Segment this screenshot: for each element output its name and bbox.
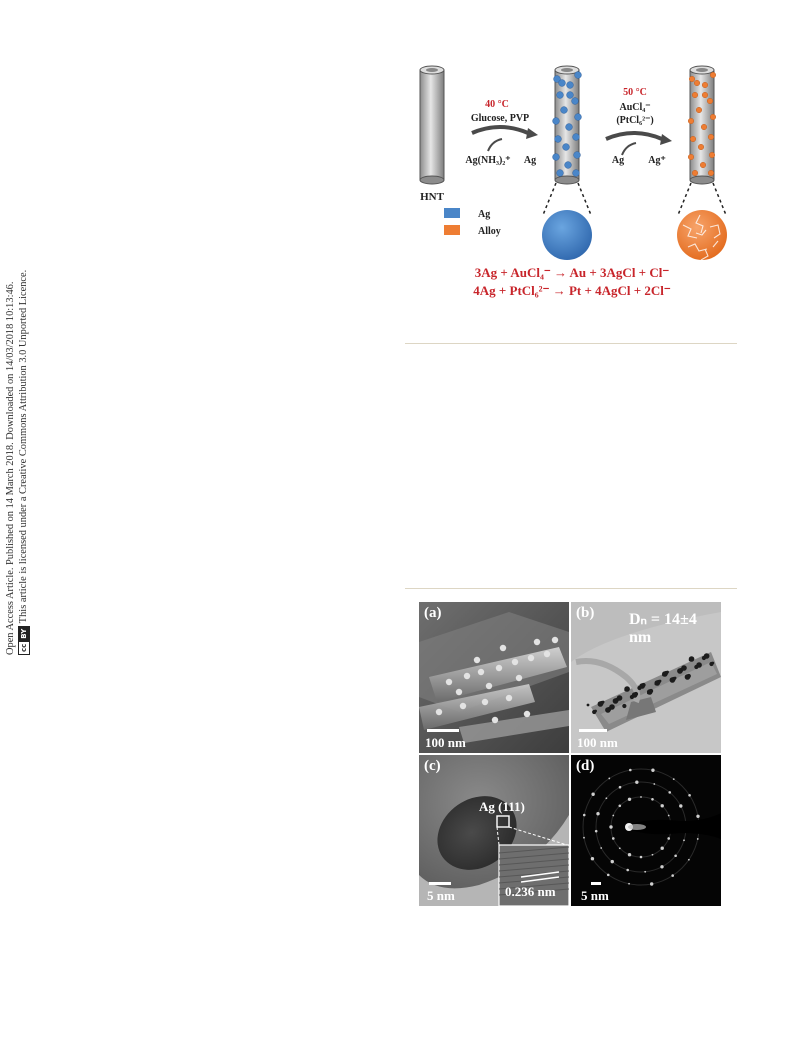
scale-bar xyxy=(427,729,459,732)
figure-divider xyxy=(405,343,737,344)
panel-c-lattice-spacing: 0.236 nm xyxy=(505,884,556,899)
figure-divider xyxy=(405,588,737,589)
step1-arrow xyxy=(472,127,538,151)
step1-reagents: Glucose, PVP xyxy=(470,113,530,124)
scale-bar xyxy=(591,882,601,885)
cc-icon: cc xyxy=(19,641,29,654)
equation-pt: 4Ag + PtCl₆²⁻ → Pt + 4AgCl + 2Cl⁻ xyxy=(473,283,671,298)
step1-product: Ag xyxy=(523,155,537,166)
panel-c-scale: 5 nm xyxy=(427,888,455,903)
equation-au: 3Ag + AuCl₄⁻ → Au + 3AgCl + Cl⁻ xyxy=(474,265,670,280)
step2-temperature: 50 °C xyxy=(623,87,647,98)
micrograph-figure xyxy=(419,602,721,906)
license-text[interactable]: This article is licensed under a Creative Commons Attribution 3.0 Unported Licence. xyxy=(18,269,29,624)
step2-reagent-pt: (PtCl₆²⁻) xyxy=(616,115,654,126)
by-icon: BY xyxy=(20,628,28,639)
panel-c-label: (c) xyxy=(424,758,441,774)
hnt-tube xyxy=(420,66,444,184)
scale-bar xyxy=(579,729,607,732)
legend-label-ag: Ag xyxy=(478,209,491,220)
panel-b-label: (b) xyxy=(576,605,595,621)
license-row xyxy=(17,270,30,655)
panel-a-label: (a) xyxy=(424,605,442,621)
legend-swatch-alloy xyxy=(444,225,460,235)
step2-reactant: Ag xyxy=(611,155,625,166)
step1-precursor: Ag(NH₃)₂⁺ xyxy=(465,155,511,166)
panel-b-size-annotation: Dₙ = 14±4 nm xyxy=(629,611,697,646)
cc-by-badge[interactable] xyxy=(18,626,30,655)
alloy-particle-closeup xyxy=(677,210,727,260)
panel-b-tem xyxy=(571,602,721,753)
step2-product: Ag⁺ xyxy=(648,155,666,166)
panel-a-scale: 100 nm xyxy=(425,735,466,750)
publication-notice: Open Access Article. Published on 14 March 2018. Downloaded on 14/03/2018 10:13:46. xyxy=(5,281,16,655)
legend-swatch-ag xyxy=(444,208,460,218)
step2-arrow xyxy=(606,133,672,155)
panel-d-scale: 5 nm xyxy=(581,888,609,903)
panel-a-sem xyxy=(419,602,569,753)
panel-c-plane-annotation: Ag (111) xyxy=(479,799,525,814)
panel-b-scale: 100 nm xyxy=(577,735,618,750)
synthesis-schematic xyxy=(400,55,745,310)
scale-bar xyxy=(429,882,451,885)
panel-d-saed xyxy=(571,755,721,906)
license-notice xyxy=(4,270,30,655)
step1-temperature: 40 °C xyxy=(485,99,509,110)
zoom-lines xyxy=(543,183,726,215)
step2-reagent-au: AuCl₄⁻ xyxy=(619,102,651,113)
panel-d-label: (d) xyxy=(576,758,595,774)
panel-c-hrtem xyxy=(419,755,569,906)
ag-particle-closeup xyxy=(542,210,592,260)
legend-label-alloy: Alloy xyxy=(478,226,501,237)
alloy-decorated-tube xyxy=(688,66,716,184)
hnt-label: HNT xyxy=(420,191,444,203)
ag-decorated-tube xyxy=(553,66,582,184)
